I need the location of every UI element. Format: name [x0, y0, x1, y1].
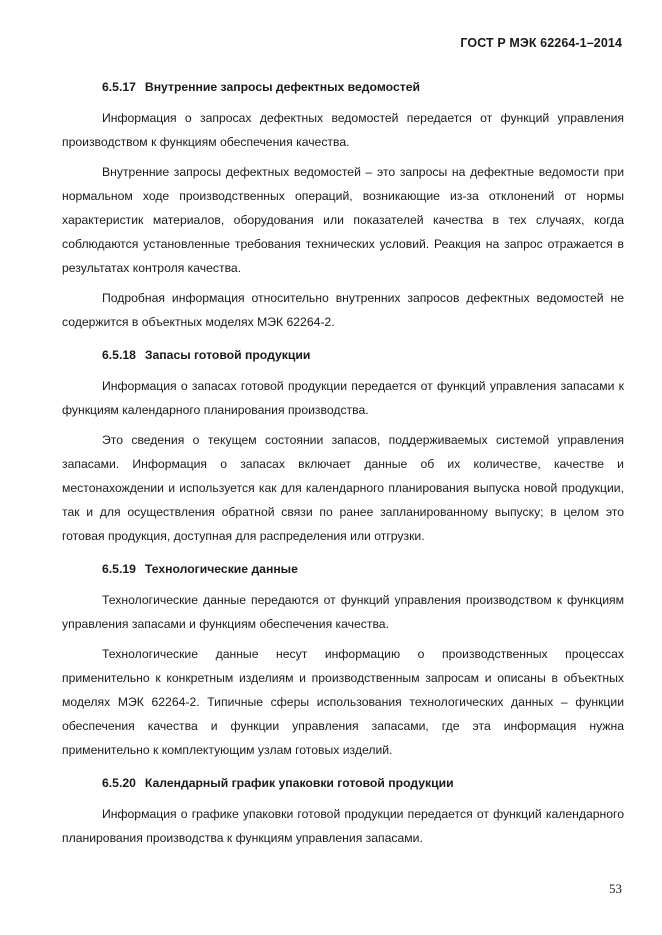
section-6-5-19 — [62, 560, 624, 762]
document-code-header: ГОСТ Р МЭК 62264-1–2014 — [460, 36, 622, 50]
paragraph: Внутренние запросы дефектных ведомостей – это запросы на дефектные ведомости при нормальном ходе производственных операций, возникающие из-за отклонений от нормы характеристик материалов, оборудования или показателей качества в тех случаях, когда соблюдаются установленные требования технических условий. Реакция на запрос отражается в результатах контроля качества. — [62, 165, 624, 275]
section-heading — [62, 78, 624, 96]
section-heading — [62, 346, 624, 364]
paragraph: Подробная информация относительно внутренних запросов дефектных ведомостей не содержится в объектных моделях МЭК 62264-2. — [62, 291, 624, 329]
section-number: 6.5.19 — [102, 562, 136, 576]
section-6-5-20 — [62, 774, 624, 850]
section-title: Технологические данные — [144, 562, 298, 576]
section-heading — [62, 560, 624, 578]
paragraph: Информация о запасах готовой продукции передается от функций управления запасами к функциям календарного планирования производства. — [62, 379, 624, 417]
paragraph: Технологические данные передаются от функций управления производством к функциям управления запасами и функциям обеспечения качества. — [62, 593, 624, 631]
paragraph: Информация о запросах дефектных ведомостей передается от функций управления производством к функциям обеспечения качества. — [62, 111, 624, 149]
document-body — [62, 78, 624, 862]
section-number: 6.5.20 — [102, 776, 136, 790]
section-6-5-17 — [62, 78, 624, 334]
section-title: Календарный график упаковки готовой продукции — [144, 776, 454, 790]
page-number: 53 — [609, 881, 622, 896]
paragraph: Информация о графике упаковки готовой продукции передается от функций календарного планирования производства к функциям управления запасами. — [62, 807, 624, 845]
paragraph: Технологические данные несут информацию о производственных процессах применительно к конкретным изделиям и производственным запросам и описаны в объектных моделях МЭК 62264-2. Типичные сферы использования технологических данных – функции обеспечения качества и функции управления запасами, где эта информация нужна применительно к комплектующим узлам готовых изделий. — [62, 647, 624, 757]
paragraph: Это сведения о текущем состоянии запасов, поддерживаемых системой управления запасами. Информация о запасах включает данные об их количестве, качестве и местонахождении и используется как для календарного планирования выпуска новой продукции, так и для осуществления обратной связи по ранее запланированному выпуску; в целом это готовая продукция, доступная для распределения или отгрузки. — [62, 433, 624, 543]
section-number: 6.5.18 — [102, 348, 136, 362]
section-title: Внутренние запросы дефектных ведомостей — [144, 80, 420, 94]
section-heading — [62, 774, 624, 792]
section-number: 6.5.17 — [102, 80, 136, 94]
section-title: Запасы готовой продукции — [144, 348, 311, 362]
section-6-5-18 — [62, 346, 624, 548]
